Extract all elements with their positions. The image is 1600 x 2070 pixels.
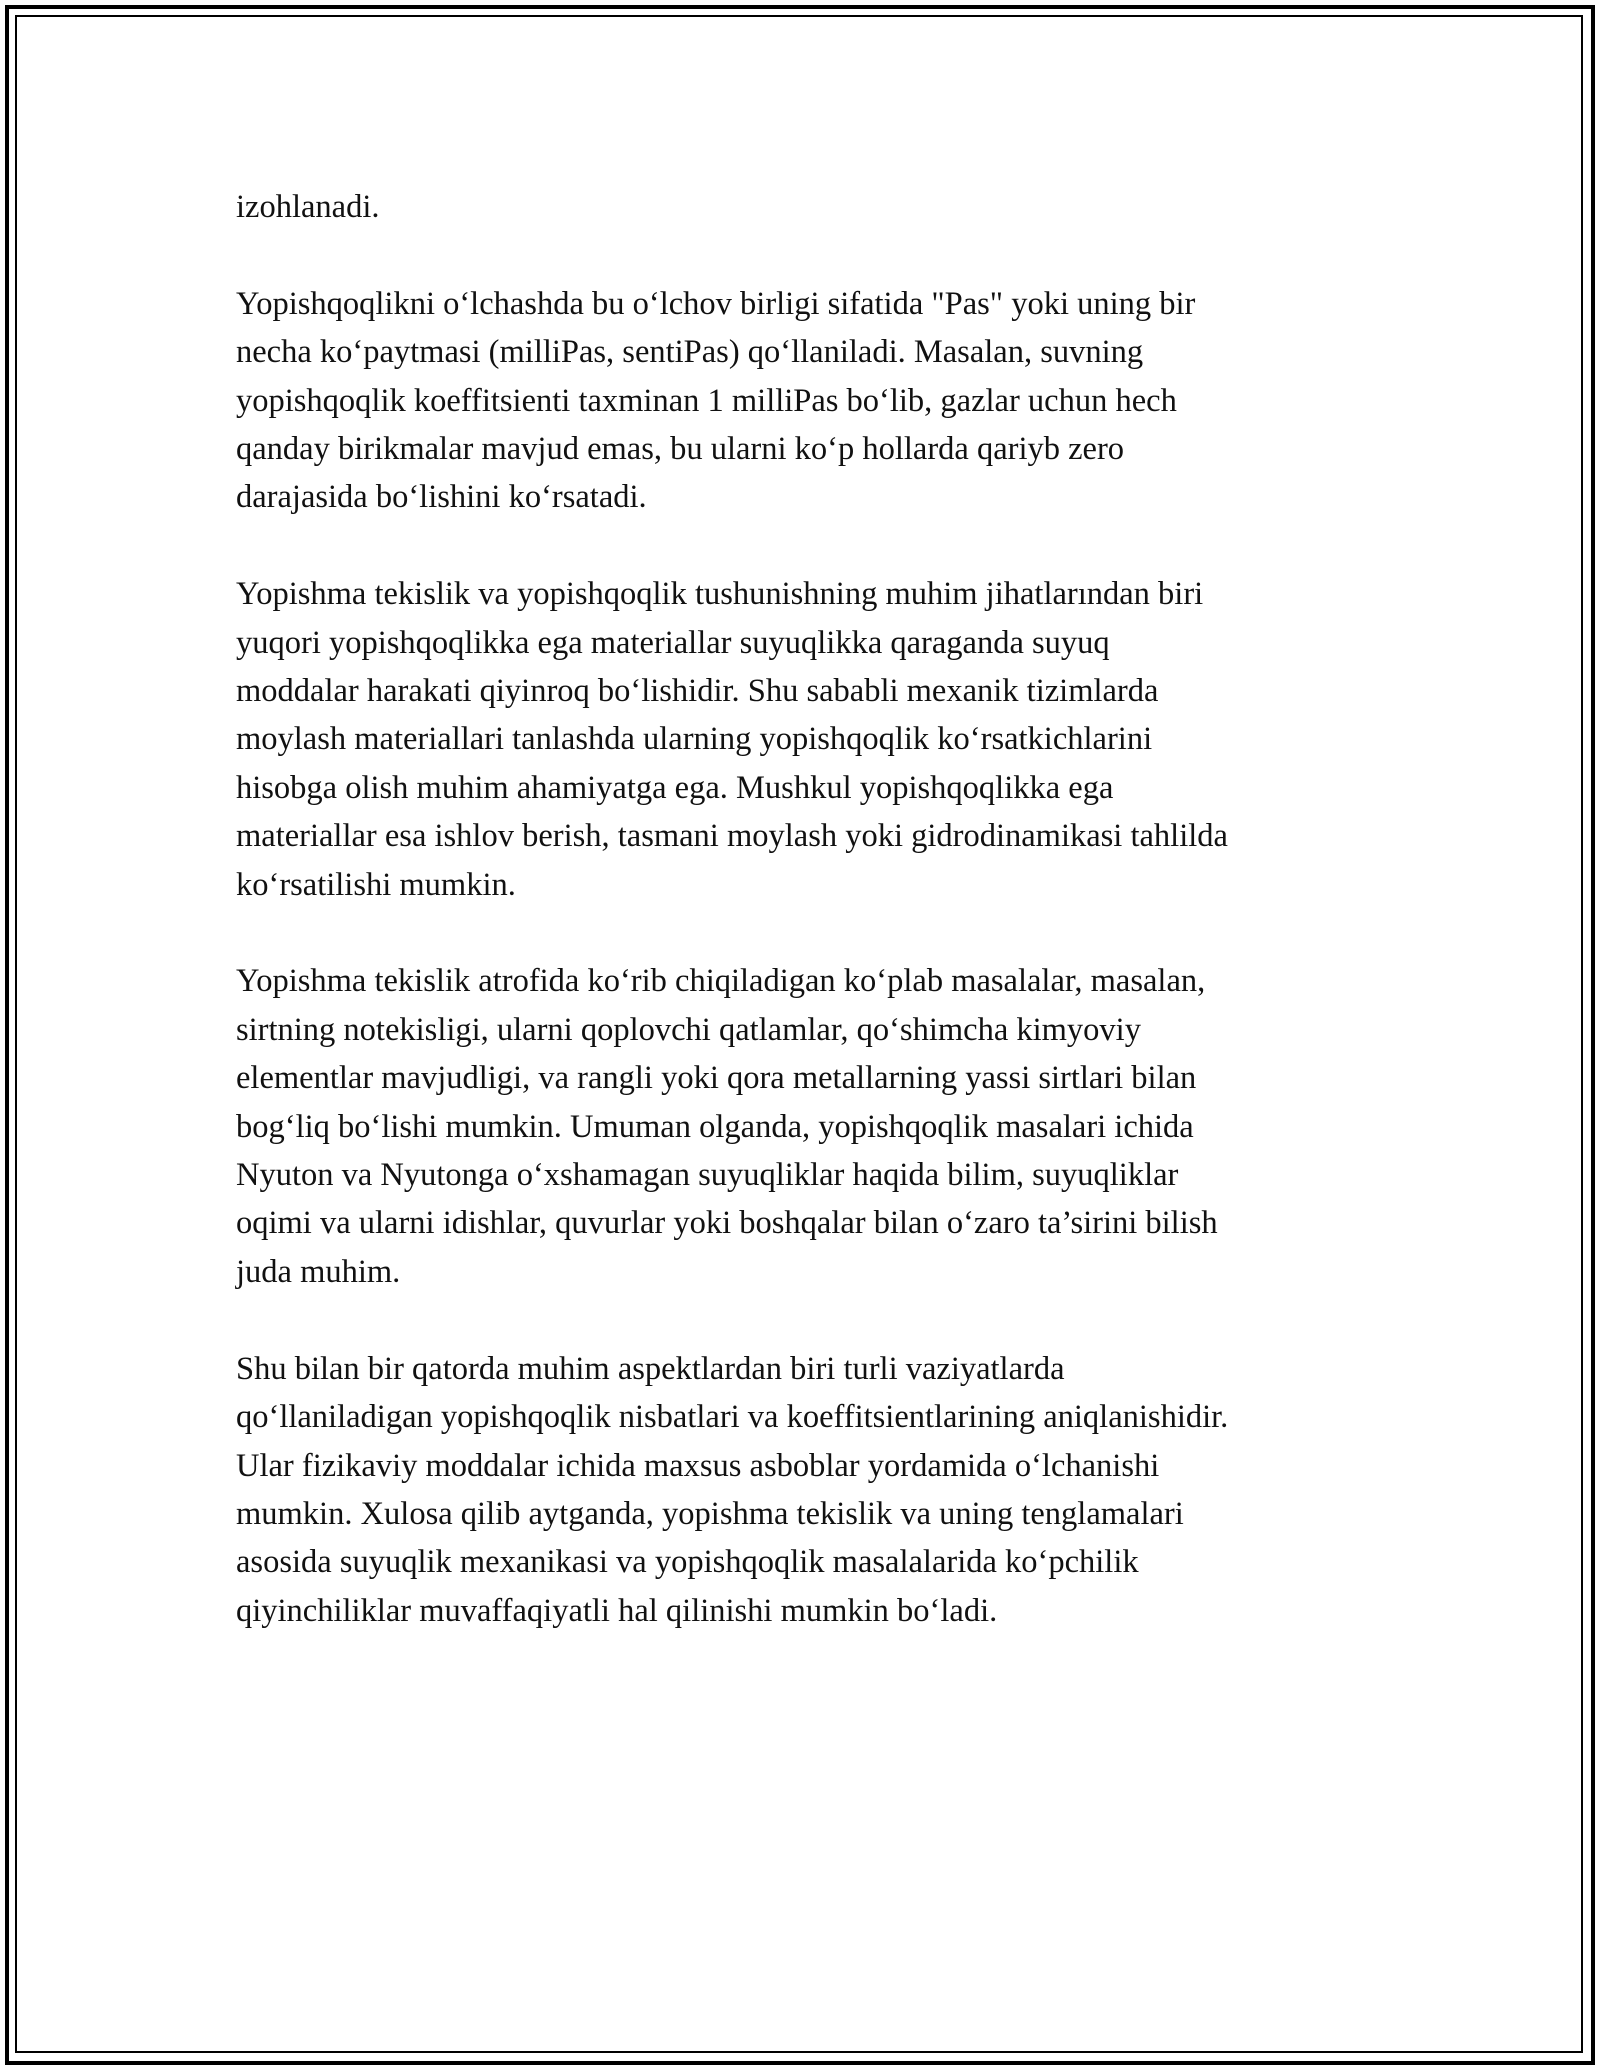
text-line: Yopishma tekislik va yopishqoqlik tushunishning muhim jihatlarından biri bbox=[236, 576, 1204, 613]
text-line: sirtning notekisligi, ularni qoplovchi qatlamlar, qo‘shimcha kimyoviy bbox=[236, 1011, 1141, 1048]
text-line: moddalar harakati qiyinroq bo‘lishidir. Shu sababli mexanik tizimlarda bbox=[236, 673, 1159, 710]
text-line: yopishqoqlik koeffitsienti taxminan 1 milliPas bo‘lib, gazlar uchun hech bbox=[236, 382, 1177, 419]
text-line: hisobga olish muhim ahamiyatga ega. Mushkul yopishqoqlikka ega bbox=[236, 769, 1114, 806]
text-line: Yopishma tekislik atrofida ko‘rib chiqiladigan ko‘plab masalalar, masalan, bbox=[236, 963, 1206, 1000]
paragraph-1 bbox=[236, 183, 1386, 231]
text-line: izohlanadi. bbox=[236, 189, 380, 225]
text-line: moylash materiallari tanlashda ularning yopishqoqlik ko‘rsatkichlarini bbox=[236, 721, 1153, 758]
text-line: qo‘llaniladigan yopishqoqlik nisbatlari va koeffitsientlarining aniqlanishidir. bbox=[236, 1399, 1229, 1436]
document-body bbox=[236, 183, 1386, 1684]
text-line: necha ko‘paytmasi (milliPas, sentiPas) qo‘llaniladi. Masalan, suvning bbox=[236, 334, 1144, 371]
text-line: materiallar esa ishlov berish, tasmani moylash yoki gidrodinamikasi tahlilda bbox=[236, 818, 1228, 855]
text-line: asosida suyuqlik mexanikasi va yopishqoqlik masalalarida ko‘pchilik bbox=[236, 1544, 1139, 1581]
text-line: ko‘rsatilishi mumkin. bbox=[236, 866, 516, 903]
text-line: qanday birikmalar mavjud emas, bu ularni ko‘p hollarda qariyb zero bbox=[236, 431, 1125, 468]
text-line: elementlar mavjudligi, va rangli yoki qora metallarning yassi sirtlari bilan bbox=[236, 1060, 1197, 1097]
paragraph-4 bbox=[236, 957, 1386, 1296]
text-line: Ular fizikaviy moddalar ichida maxsus asboblar yordamida o‘lchanishi bbox=[236, 1447, 1160, 1484]
text-line: yuqori yopishqoqlikka ega materiallar suyuqlikka qaraganda suyuq bbox=[236, 624, 1110, 661]
text-line: Shu bilan bir qatorda muhim aspektlardan biri turli vaziyatlarda bbox=[236, 1350, 1065, 1387]
text-line: oqimi va ularni idishlar, quvurlar yoki boshqalar bilan o‘zaro ta’sirini bilish bbox=[236, 1205, 1218, 1242]
text-line: Nyuton va Nyutonga o‘xshamagan suyuqliklar haqida bilim, suyuqliklar bbox=[236, 1157, 1179, 1194]
paragraph-5 bbox=[236, 1345, 1386, 1635]
text-line: qiyinchiliklar muvaffaqiyatli hal qilinishi mumkin bo‘ladi. bbox=[236, 1592, 998, 1629]
paragraph-2 bbox=[236, 280, 1386, 522]
text-line: darajasida bo‘lishini ko‘rsatadi. bbox=[236, 479, 647, 516]
text-line: juda muhim. bbox=[236, 1253, 401, 1290]
text-line: bog‘liq bo‘lishi mumkin. Umuman olganda, yopishqoqlik masalari ichida bbox=[236, 1108, 1194, 1145]
paragraph-3 bbox=[236, 570, 1386, 909]
text-line: Yopishqoqlikni o‘lchashda bu o‘lchov birligi sifatida "Pas" yoki uning bir bbox=[236, 285, 1196, 322]
text-line: mumkin. Xulosa qilib aytganda, yopishma tekislik va uning tenglamalari bbox=[236, 1495, 1184, 1532]
